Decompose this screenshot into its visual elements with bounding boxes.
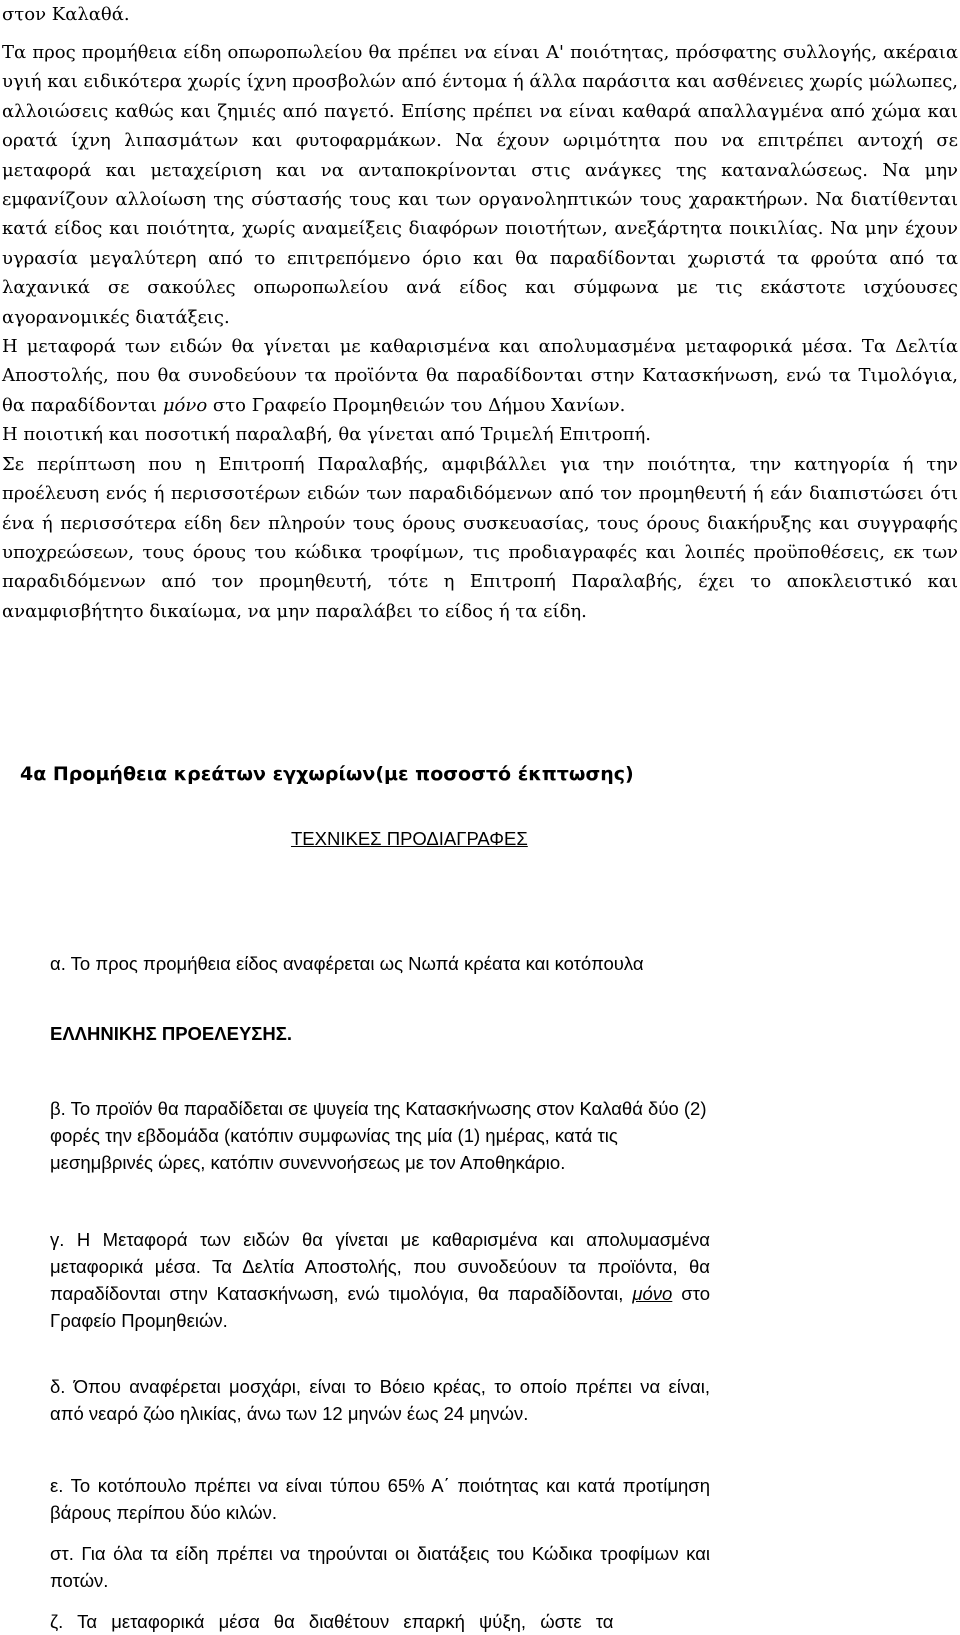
- rejection-rights-paragraph: Σε περίπτωση που η Επιτροπή Παραλαβής, αμφιβάλλει για την ποιότητα, την κατηγορία ή την προέλευση ενός ή περισσοτέρων ειδών των παραδιδόμενων από τον προμηθευτή ή εάν διαπιστώσει ότι ένα ή περισσότερα είδη δεν πληρούν τους όρους συσκευασίας, τους όρους διακήρυξης και συγγραφής υποχρεώσεων, τους όρους του κώδικα τροφίμων, τις προδιαγραφές και λοιπές προϋποθέσεις, εκ των παραδιδόμενων από τον προμηθευτή, τότε η Επιτροπή Παραλαβής, έχει το αποκλειστικό και αναμφισβήτητο δικαίωμα, να μην παραλάβει το είδος ή τα είδη.: [2, 453, 958, 622]
- emphasis-only: μόνο: [162, 394, 208, 416]
- technical-specs-title: ΤΕΧΝΙΚΕΣ ΠΡΟΔΙΑΓΡΑΦΕΣ: [291, 828, 528, 849]
- spec-item-a: α. Το προς προμήθεια είδος αναφέρεται ως Νωπά κρέατα και κοτόπουλα: [50, 953, 644, 974]
- section-heading: 4α Προμήθεια κρεάτων εγχωρίων(με ποσοστό έκπτωσης): [20, 763, 634, 785]
- spec-item-a-origin: ΕΛΛΗΝΙΚΗΣ ΠΡΟΕΛΕΥΣΗΣ.: [50, 1023, 292, 1044]
- transport-text-end: στο Γραφείο Προμηθειών του Δήμου Χανίων.: [207, 394, 626, 416]
- spec-item-g-end: στο Γραφείο Προμηθειών.: [50, 1283, 710, 1331]
- quality-requirements-paragraph: Τα προς προμήθεια είδη οπωροπωλείου θα πρέπει να είναι Α' ποιότητας, πρόσφατης συλλογής, ακέραια υγιή και ειδικότερα χωρίς ίχνη προσβολών από έντομα ή άλλα παράσιτα και ασθένειες χωρίς μώλωπες, αλλοιώσεις καθώς και ζημιές από παγετό. Επίσης πρέπει να είναι καθαρά απαλλαγμένα από χώμα και ορατά ίχνη λιπασμάτων και φυτοφαρμάκων. Να έχουν ωριμότητα που να επιτρέπει αντοχή σε μεταφορά και μεταχείριση και να ανταποκρίνονται στις ανάγκες της καταναλώσεως. Να μην εμφανίζουν αλλοίωση της σύστασής τους και των οργανοληπτικών τους χαρακτήρων. Να διατίθενται κατά είδος και ποιότητα, χωρίς αναμείξεις διαφόρων ποιοτήτων, ανεξάρτητα ποικιλίας. Να μην έχουν υγρασία μεγαλύτερη από το επιτρεπόμενο όριο και θα παραδίδονται χωριστά τα φρούτα από τα λαχανικά σε σακούλες οπωροπωλείου ανά είδος και σύμφωνα με τις εκάστοτε ισχύουσες αγορανομικές διατάξεις.: [2, 42, 958, 328]
- spec-item-g: [50, 1226, 710, 1334]
- transport-paragraph: [2, 332, 958, 420]
- spec-item-st: στ. Για όλα τα είδη πρέπει να τηρούνται οι διατάξεις του Κώδικα τροφίμων και ποτών.: [50, 1543, 710, 1591]
- transport-text-start: Η μεταφορά των ειδών θα γίνεται με καθαρισμένα και απολυμασμένα μεταφορικά μέσα. Τα Δελτία Αποστολής, που θα συνοδεύουν τα προϊόντα θα παραδίδονται στην Κατασκήνωση, ενώ τα Τιμολόγια, θα παραδίδονται: [2, 336, 958, 416]
- spec-item-b: β. Το προϊόν θα παραδίδεται σε ψυγεία της Κατασκήνωσης στον Καλαθά δύο (2) φορές την εβδομάδα (κατόπιν συμφωνίας της μία (1) ημέρας, κατά τις μεσημβρινές ώρες, κατόπιν συνεννοήσεως με τον Αποθηκάριο.: [50, 1098, 707, 1173]
- emphasis-only-underlined: μόνο: [632, 1283, 673, 1304]
- receipt-committee-paragraph: Η ποιοτική και ποσοτική παραλαβή, θα γίνεται από Τριμελή Επιτροπή.: [2, 424, 651, 446]
- spec-item-d: δ. Όπου αναφέρεται μοσχάρι, είναι το Βόειο κρέας, το οποίο πρέπει να είναι, από νεαρό ζώο ηλικίας, άνω των 12 μηνών έως 24 μηνών.: [50, 1376, 710, 1424]
- produce-requirements-section: [2, 38, 958, 626]
- spec-item-g-start: γ. Η Μεταφορά των ειδών θα γίνεται με καθαρισμένα και απολυμασμένα μεταφορικά μέσα. Τα Δελτία Αποστολής, που συνοδεύουν τα προϊόντα, θα παραδίδονται στην Κατασκήνωση, ενώ τιμολόγια, θα παραδίδονται,: [50, 1229, 710, 1304]
- spec-item-z: ζ. Τα μεταφορικά μέσα θα διαθέτουν επαρκή ψύξη, ώστε τα: [50, 1611, 614, 1632]
- continued-line: στον Καλαθά.: [2, 4, 130, 25]
- spec-item-e: ε. Το κοτόπουλο πρέπει να είναι τύπου 65% Α΄ ποιότητας και κατά προτίμηση βάρους περίπου δύο κιλών.: [50, 1475, 710, 1523]
